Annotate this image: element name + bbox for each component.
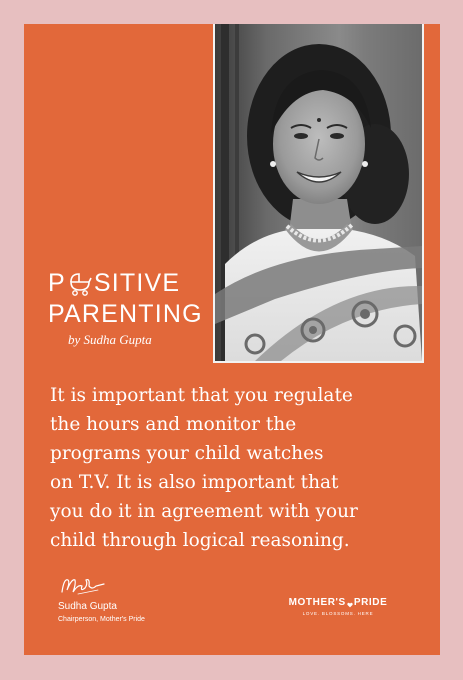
photo-frame (213, 24, 424, 363)
logo-name-part2: PRIDE (353, 597, 388, 608)
heart-icon (347, 600, 353, 606)
brand-title (48, 269, 218, 297)
quote-text (50, 381, 422, 555)
signatory-name: Sudha Gupta (58, 601, 117, 612)
logo-name-part1: MOTHER'S (288, 597, 346, 608)
poster (24, 24, 440, 655)
positive-parenting-brand (48, 269, 218, 348)
portrait-photo (215, 24, 422, 361)
quote-line: on T.V. It is also important that (50, 472, 339, 493)
logo-name (280, 597, 396, 608)
signatory-title: Chairperson, Mother's Pride (58, 616, 145, 623)
handwritten-signature (58, 574, 110, 598)
pram-icon (67, 270, 93, 296)
quote-line: child through logical reasoning. (50, 530, 350, 551)
brand-title-line2: PARENTING (48, 300, 203, 328)
quote-line: you do it in agreement with your (50, 501, 358, 522)
brand-title-part1: P (48, 269, 66, 297)
logo-tagline: LOVE. BLOSSOMS. HERE (302, 611, 374, 616)
brand-title-part2: SITIVE (93, 269, 181, 297)
mothers-pride-logo (280, 597, 396, 616)
signature-block (58, 574, 198, 624)
quote-line: It is important that you regulate (50, 385, 353, 406)
quote-line: the hours and monitor the (50, 414, 297, 435)
brand-byline: by Sudha Gupta (68, 332, 152, 347)
quote-line: programs your child watches (50, 443, 324, 464)
